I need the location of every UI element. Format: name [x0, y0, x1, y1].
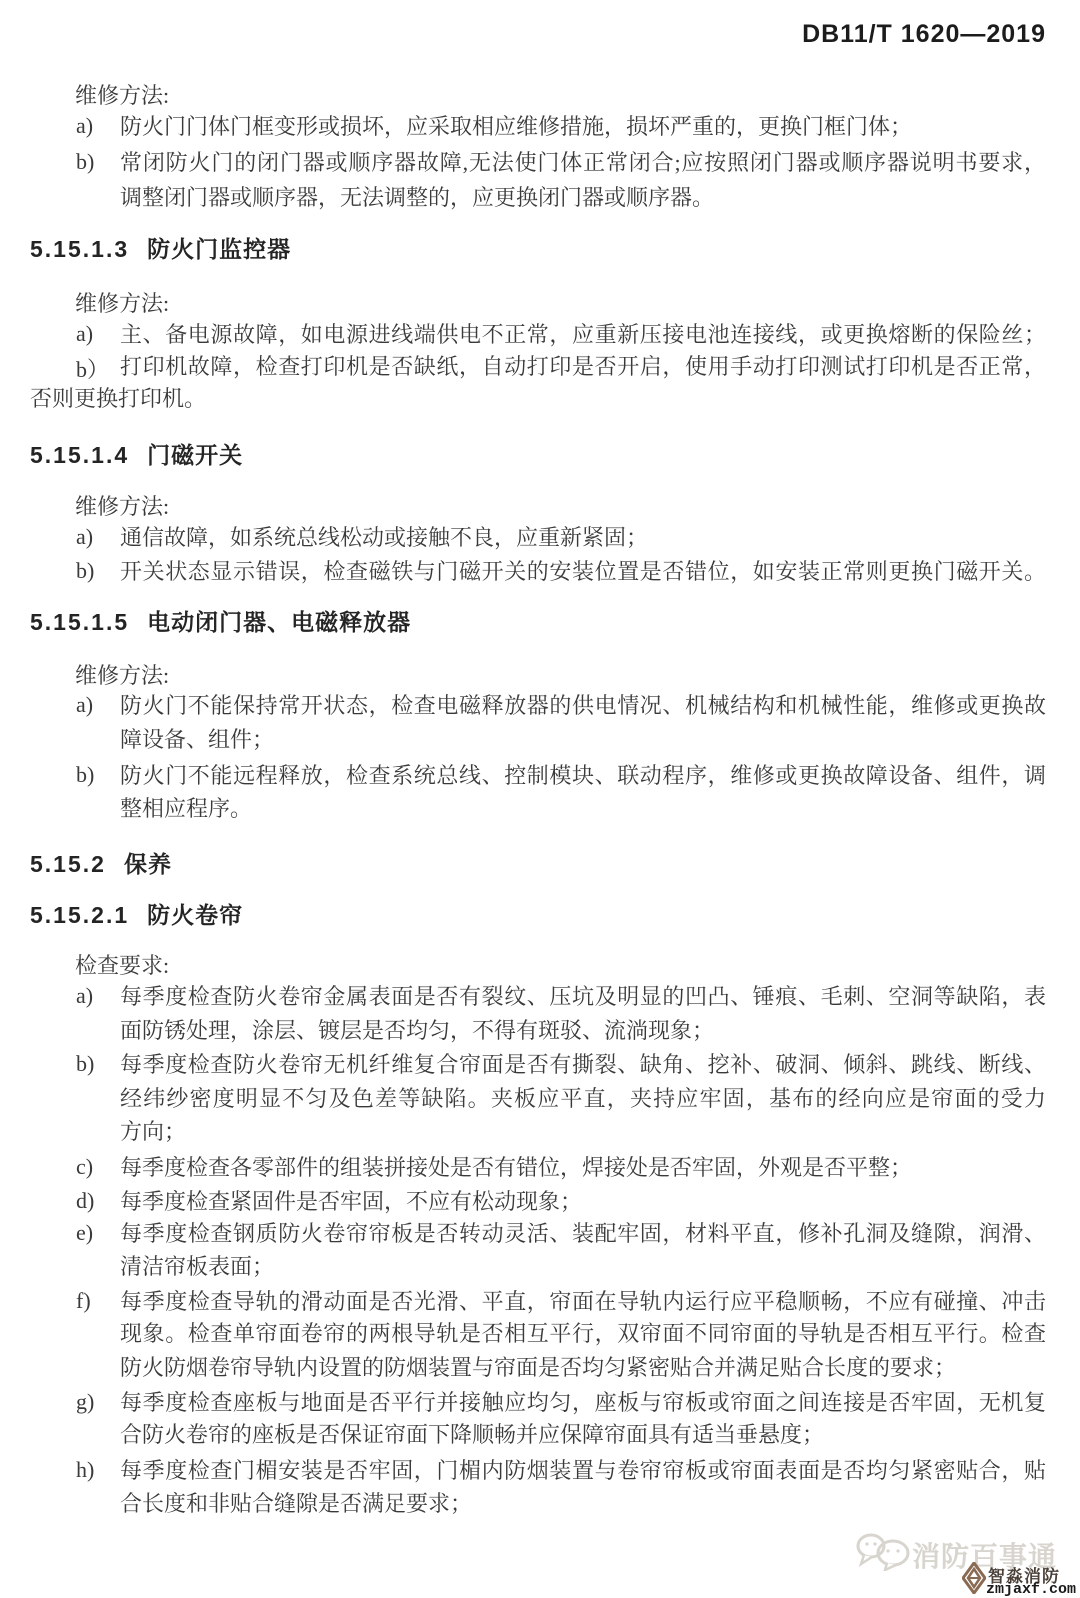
- list-line: 常闭防火门的闭门器或顺序器故障,无法使门体正常闭合;应按照闭门器或顺序器说明书要求，: [120, 150, 1046, 175]
- section-number: 5.15.1.5: [30, 609, 130, 635]
- doc-code: DB11/T 1620—2019: [802, 20, 1046, 48]
- list-line: 每季度检查导轨的滑动面是否光滑、平直，帘面在导轨内运行应平稳顺畅，不应有碰撞、冲击: [120, 1289, 1046, 1314]
- list-marker: a): [76, 983, 94, 1008]
- list-marker: b）: [76, 357, 110, 382]
- watermark-company: 智淼消防: [988, 1567, 1060, 1586]
- list-line: 调整闭门器或顺序器，无法调整的，应更换闭门器或顺序器。: [120, 185, 715, 210]
- list-line: 方向；: [120, 1119, 187, 1144]
- section-title: 门磁开关: [147, 442, 244, 468]
- list-line: 每季度检查门楣安装是否牢固，门楣内防烟装置与卷帘帘板或帘面表面是否均匀紧密贴合，贴: [120, 1458, 1046, 1483]
- section-number: 5.15.2.1: [30, 902, 130, 928]
- section-heading: [30, 437, 243, 470]
- list-marker: b): [76, 1051, 95, 1076]
- section-title: 保养: [123, 851, 172, 877]
- list-line: 通信故障，如系统总线松动或接触不良，应重新紧固；: [120, 525, 649, 550]
- list-marker: b): [76, 762, 95, 787]
- section-heading: [30, 897, 243, 930]
- list-intro-label: 维修方法:: [75, 83, 170, 108]
- list-line: 每季度检查座板与地面是否平行并接触应均匀，座板与帘板或帘面之间连接是否牢固，无机复: [120, 1390, 1046, 1415]
- list-intro-label: 维修方法:: [75, 663, 170, 688]
- diamond-logo-icon: [962, 1562, 986, 1598]
- list-line: 每季度检查钢质防火卷帘帘板是否转动灵活、装配牢固，材料平直，修补孔洞及缝隙，润滑、: [120, 1221, 1046, 1246]
- section-title: 防火卷帘: [147, 902, 244, 928]
- section-title: 电动闭门器、电磁释放器: [147, 609, 412, 635]
- section-heading: [30, 604, 411, 637]
- list-line: 防火门不能保持常开状态，检查电磁释放器的供电情况、机械结构和机械性能，维修或更换故: [120, 693, 1046, 718]
- list-line: 每季度检查防火卷帘无机纤维复合帘面是否有撕裂、缺角、挖补、破洞、倾斜、跳线、断线、: [120, 1052, 1046, 1077]
- list-marker: e): [76, 1220, 94, 1245]
- chat-bubbles-icon: [856, 1533, 910, 1576]
- list-line: 经纬纱密度明显不匀及色差等缺陷。夹板应平直，夹持应牢固，基布的经向应是帘面的受力: [120, 1086, 1046, 1111]
- list-line: 防火门门体门框变形或损坏，应采取相应维修措施，损坏严重的，更换门框门体；: [120, 114, 913, 139]
- list-line: 整相应程序。: [120, 796, 253, 821]
- list-marker: g): [76, 1389, 95, 1414]
- list-marker: a): [76, 321, 94, 346]
- list-line: 清洁帘板表面；: [120, 1254, 275, 1279]
- list-line: 面防锈处理，涂层、镀层是否均匀，不得有斑驳、流淌现象；: [120, 1018, 715, 1043]
- list-marker: c): [76, 1154, 94, 1179]
- list-marker: f): [76, 1288, 91, 1313]
- list-line: 合长度和非贴合缝隙是否满足要求；: [120, 1491, 473, 1516]
- section-heading: [30, 231, 291, 264]
- list-line: 主、备电源故障，如电源进线端供电不正常，应重新压接电池连接线，或更换熔断的保险丝；: [120, 322, 1046, 347]
- list-marker: h): [76, 1457, 95, 1482]
- list-line: 每季度检查防火卷帘金属表面是否有裂纹、压坑及明显的凹凸、锤痕、毛刺、空洞等缺陷，表: [120, 984, 1046, 1009]
- list-marker: a): [76, 113, 94, 138]
- section-number: 5.15.2: [30, 851, 106, 877]
- list-marker: a): [76, 692, 94, 717]
- list-marker: d): [76, 1188, 95, 1213]
- list-line: 防火防烟卷帘导轨内设置的防烟装置与帘面是否均匀紧密贴合并满足贴合长度的要求；: [120, 1355, 957, 1380]
- watermark-brand: 消防百事通: [912, 1541, 1058, 1572]
- list-line: 开关状态显示错误，检查磁铁与门磁开关的安装位置是否错位，如安装正常则更换门磁开关。: [120, 559, 1046, 584]
- list-line: 障设备、组件；: [120, 727, 275, 752]
- list-marker: b): [76, 149, 95, 174]
- section-title: 防火门监控器: [147, 236, 292, 262]
- list-line: 否则更换打印机。: [30, 386, 207, 411]
- section-number: 5.15.1.4: [30, 442, 130, 468]
- list-intro-label: 检查要求:: [75, 953, 170, 978]
- section-heading: [30, 846, 172, 879]
- watermark-site: zmjaxf.com: [986, 1581, 1077, 1598]
- list-line: 防火门不能远程释放，检查系统总线、控制模块、联动程序，维修或更换故障设备、组件，调: [120, 763, 1046, 788]
- list-line: 现象。检查单帘面卷帘的两根导轨是否相互平行，双帘面不同帘面的导轨是否相互平行。检查: [120, 1321, 1046, 1346]
- section-number: 5.15.1.3: [30, 236, 130, 262]
- list-line: 每季度检查各零部件的组装拼接处是否有错位，焊接处是否牢固，外观是否平整；: [120, 1155, 913, 1180]
- list-intro-label: 维修方法:: [75, 494, 170, 519]
- list-marker: a): [76, 524, 94, 549]
- list-line: 打印机故障，检查打印机是否缺纸，自动打印是否开启，使用手动打印测试打印机是否正常，: [120, 354, 1046, 379]
- list-intro-label: 维修方法:: [75, 291, 170, 316]
- list-marker: b): [76, 558, 95, 583]
- list-line: 合防火卷帘的座板是否保证帘面下降顺畅并应保障帘面具有适当垂悬度；: [120, 1422, 825, 1447]
- list-line: 每季度检查紧固件是否牢固，不应有松动现象；: [120, 1189, 583, 1214]
